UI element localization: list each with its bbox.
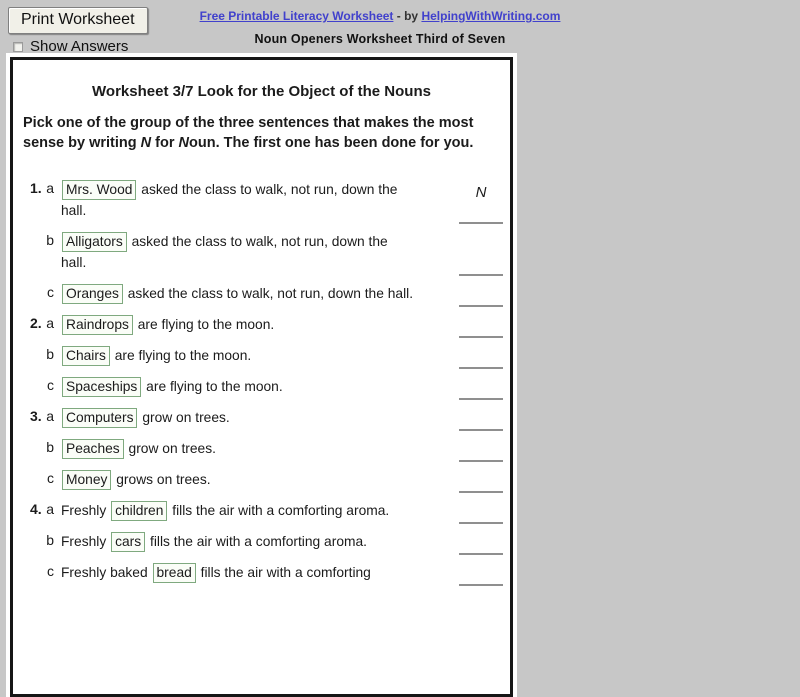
answer-cell bbox=[457, 407, 505, 428]
answer-blank-line bbox=[459, 553, 503, 555]
question-letter: a bbox=[46, 408, 54, 424]
sentence-text: grows on trees. bbox=[112, 472, 211, 487]
show-answers-row bbox=[13, 38, 128, 55]
answer-blank-line bbox=[459, 336, 503, 338]
question-sentence bbox=[61, 407, 451, 428]
question-row bbox=[30, 231, 502, 273]
question-label bbox=[30, 231, 54, 273]
answer-cell bbox=[457, 231, 505, 273]
worksheet-panel bbox=[10, 57, 513, 697]
worksheet-subtitle: Noun Openers Worksheet Third of Seven bbox=[254, 32, 506, 46]
question-sentence bbox=[61, 314, 451, 335]
answer-cell bbox=[457, 531, 505, 552]
instruction-text: oun. The first one has been done for you. bbox=[189, 135, 474, 151]
noun-box: children bbox=[111, 501, 167, 521]
answer-blank-line bbox=[459, 429, 503, 431]
question-label bbox=[30, 283, 54, 304]
question-label bbox=[30, 469, 54, 490]
question-label bbox=[30, 376, 54, 397]
question-row bbox=[30, 469, 502, 490]
question-sentence bbox=[61, 376, 451, 397]
noun-box: Money bbox=[62, 470, 111, 490]
instruction-text: N bbox=[178, 135, 190, 151]
worksheet-title: Worksheet 3/7 Look for the Object of the Nouns bbox=[92, 83, 431, 100]
question-letter: b bbox=[46, 232, 54, 248]
question-row bbox=[30, 531, 502, 552]
show-answers-checkbox[interactable] bbox=[13, 42, 23, 52]
answer-blank-line bbox=[459, 460, 503, 462]
sentence-text: grow on trees. bbox=[138, 410, 230, 425]
free-printable-worksheet-link[interactable]: Free Printable Literacy Worksheet bbox=[199, 9, 394, 23]
question-row bbox=[30, 376, 502, 397]
worksheet-instructions bbox=[21, 113, 502, 153]
noun-box: Computers bbox=[62, 408, 137, 428]
answer-cell bbox=[457, 376, 505, 397]
question-letter: a bbox=[46, 315, 54, 331]
answer-blank-line bbox=[459, 522, 503, 524]
sentence-text: asked the class to walk, not run, down the bbox=[127, 234, 388, 249]
question-sentence bbox=[61, 531, 451, 552]
questions bbox=[21, 179, 502, 583]
question-sentence bbox=[61, 500, 451, 521]
question-letter: b bbox=[46, 532, 54, 548]
question-sentence bbox=[61, 179, 451, 221]
byline-text: - by bbox=[393, 9, 422, 23]
question-letter: a bbox=[46, 501, 54, 517]
noun-box: Chairs bbox=[62, 346, 110, 366]
question-row bbox=[30, 500, 502, 521]
question-number: 3. bbox=[30, 408, 42, 424]
sentence-text: hall. bbox=[61, 203, 87, 218]
question-label bbox=[30, 179, 54, 221]
question-label bbox=[30, 438, 54, 459]
sentence-text: are flying to the moon. bbox=[142, 379, 283, 394]
question-letter: c bbox=[47, 377, 54, 393]
question-row bbox=[30, 438, 502, 459]
noun-box: Peaches bbox=[62, 439, 124, 459]
sentence-text: are flying to the moon. bbox=[110, 348, 252, 363]
page-header bbox=[160, 9, 600, 46]
sentence-text: grow on trees. bbox=[124, 441, 216, 456]
sentence-text: Freshly bbox=[61, 503, 111, 518]
question-row bbox=[30, 314, 502, 335]
question-row bbox=[30, 407, 502, 428]
answer-blank-line bbox=[459, 305, 503, 307]
question-number: 2. bbox=[30, 315, 42, 331]
question-number: 4. bbox=[30, 501, 42, 517]
answer-blank-line bbox=[459, 222, 503, 224]
sentence-text: Freshly bbox=[61, 534, 111, 549]
question-row bbox=[30, 179, 502, 221]
sentence-text: fills the air with a comforting aroma. bbox=[146, 534, 367, 549]
question-label bbox=[30, 314, 54, 335]
example-answer: N bbox=[475, 184, 487, 201]
show-answers-label: Show Answers bbox=[30, 38, 129, 55]
instruction-text: N bbox=[140, 135, 152, 151]
noun-box: Oranges bbox=[62, 284, 123, 304]
question-letter: c bbox=[47, 284, 54, 300]
instruction-text: sense by writing bbox=[23, 135, 141, 151]
question-row bbox=[30, 345, 502, 366]
question-label bbox=[30, 562, 54, 583]
question-letter: a bbox=[46, 180, 54, 196]
sentence-text: Freshly baked bbox=[61, 565, 152, 580]
answer-blank-line bbox=[459, 584, 503, 586]
question-letter: c bbox=[47, 563, 54, 579]
helpingwithwriting-link[interactable]: HelpingWithWriting.com bbox=[421, 9, 561, 23]
sentence-text: hall. bbox=[61, 255, 87, 270]
answer-cell bbox=[457, 500, 505, 521]
question-label bbox=[30, 407, 54, 428]
question-label bbox=[30, 531, 54, 552]
sentence-text: fills the air with a comforting aroma. bbox=[168, 503, 390, 518]
question-sentence bbox=[61, 231, 451, 273]
instruction-text: Pick one of the group of the three sentences that makes the most bbox=[23, 115, 474, 131]
noun-box: Alligators bbox=[62, 232, 127, 252]
answer-blank-line bbox=[459, 491, 503, 493]
question-sentence bbox=[61, 345, 451, 366]
question-row bbox=[30, 562, 502, 583]
question-letter: b bbox=[46, 346, 54, 362]
question-row bbox=[30, 283, 502, 304]
sentence-text: asked the class to walk, not run, down the hall. bbox=[123, 286, 414, 301]
answer-blank-line bbox=[459, 367, 503, 369]
noun-box: bread bbox=[153, 563, 196, 583]
instruction-text: for bbox=[151, 135, 179, 151]
header-links bbox=[160, 9, 600, 23]
answer-cell bbox=[457, 438, 505, 459]
noun-box: Spaceships bbox=[62, 377, 141, 397]
answer-cell bbox=[457, 314, 505, 335]
answer-blank-line bbox=[459, 274, 503, 276]
question-number: 1. bbox=[30, 180, 42, 196]
noun-box: cars bbox=[111, 532, 145, 552]
noun-box: Mrs. Wood bbox=[62, 180, 136, 200]
question-sentence bbox=[61, 562, 451, 583]
question-letter: b bbox=[46, 439, 54, 455]
answer-cell bbox=[457, 469, 505, 490]
answer-blank-line bbox=[459, 398, 503, 400]
question-label bbox=[30, 345, 54, 366]
question-letter: c bbox=[47, 470, 54, 486]
answer-cell bbox=[457, 345, 505, 366]
sentence-text: fills the air with a comforting bbox=[196, 565, 371, 580]
noun-box: Raindrops bbox=[62, 315, 133, 335]
question-sentence bbox=[61, 283, 451, 304]
question-sentence bbox=[61, 438, 451, 459]
print-worksheet-button[interactable]: Print Worksheet bbox=[8, 7, 148, 34]
sentence-text: are flying to the moon. bbox=[133, 317, 275, 332]
answer-cell bbox=[457, 179, 505, 221]
answer-cell bbox=[457, 562, 505, 583]
answer-cell bbox=[457, 283, 505, 304]
sentence-text: asked the class to walk, not run, down the bbox=[137, 182, 398, 197]
question-label bbox=[30, 500, 54, 521]
question-sentence bbox=[61, 469, 451, 490]
